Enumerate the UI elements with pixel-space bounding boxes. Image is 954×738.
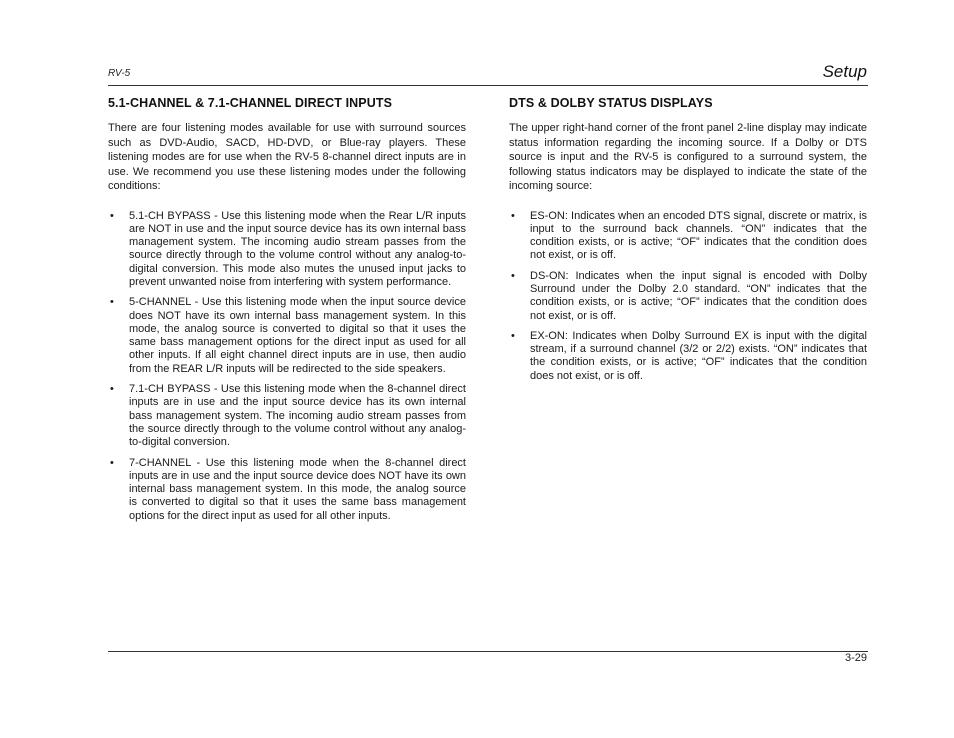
bullet-icon: • [511,209,515,222]
list-item [509,210,867,263]
section-heading-status-displays: DTS & DOLBY STATUS DISPLAYS [509,96,713,110]
footer-divider [108,651,868,652]
right-column [509,96,867,390]
section-heading-direct-inputs: 5.1-CHANNEL & 7.1-CHANNEL DIRECT INPUTS [108,96,393,110]
bullet-icon: • [110,456,114,469]
list-item-text: 7.1-CH BYPASS - Use this listening mode when the 8-channel direct inputs are in use and the input source device has its own internal bass management system. The incoming audio stream passes from the source directly through to the volume control without any analog-to-digital conversion. [129,383,466,449]
list-item [108,296,466,376]
list-item [509,330,867,383]
bullet-icon: • [511,269,515,282]
list-item-text: DS-ON: Indicates when the input signal is encoded with Dolby Surround under the Dolby 2.0 standard. “ON” indicates that the condition exists, or is active; “OF” indicates that the condition does not exist, or is off. [530,269,867,322]
header-divider [108,85,868,86]
bullet-icon: • [511,329,515,342]
left-column [108,96,466,530]
intro-paragraph: There are four listening modes available for use with surround sources such as DVD-Audio, SACD, HD-DVD, or Blue-ray players. These listening modes are for use when the RV-5 8-channel direct inputs are in use. We recommend you use these listening modes under the following conditions: [108,122,466,192]
list-item [108,210,466,290]
header-model-name: RV-5 [108,68,131,79]
intro-paragraph: The upper right-hand corner of the front panel 2-line display may indicate status information regarding the incoming source. If a Dolby or DTS source is input and the RV-5 is configured to a surround system, the following status indicators may be displayed to indicate the state of the incoming source: [509,122,867,192]
header-section-title: Setup [822,62,867,81]
list-item [108,383,466,449]
list-item-text: EX-ON: Indicates when Dolby Surround EX is input with the digital stream, if a surround channel (3/2 or 2/2) exists. “ON” indicates that the condition exists, or is active; “OF” indicates that the condition does not exist, or is off. [530,329,867,382]
list-item-text: 5.1-CH BYPASS - Use this listening mode when the Rear L/R inputs are NOT in use and the input source device has its own internal bass management system. The incoming audio stream passes from the source directly through to the volume control without any analog-to-digital conversion. This mode also mutes the unused input jacks to prevent unwanted noise from interfering with system performance. [129,209,466,288]
bullet-icon: • [110,383,114,396]
page-number: 3-29 [844,652,867,664]
list-item [108,457,466,523]
status-indicators-list [509,210,867,384]
bullet-icon: • [110,209,114,222]
bullet-icon: • [110,296,114,309]
list-item-text: 5-CHANNEL - Use this listening mode when the input source device does NOT have its own internal bass management system. In this mode, the analog source is converted to digital so that it uses the same bass management options for the direct input as used for all other inputs. If all eight channel direct inputs are in use, then audio from the REAR L/R inputs will be redirected to the side speakers. [129,296,466,375]
listening-modes-list [108,210,466,524]
list-item [509,270,867,323]
list-item-text: ES-ON: Indicates when an encoded DTS signal, discrete or matrix, is input to the surround back channels. “ON” indicates that the condition exists, or is active; “OF” indicates that the condition does not exist, or is off. [530,209,867,262]
list-item-text: 7-CHANNEL - Use this listening mode when the 8-channel direct inputs are in use and the input source device does NOT have its own internal bass management system. In this mode, the analog source is converted to digital so that it uses the same bass management options for the direct input as used for all other inputs. [129,456,466,522]
